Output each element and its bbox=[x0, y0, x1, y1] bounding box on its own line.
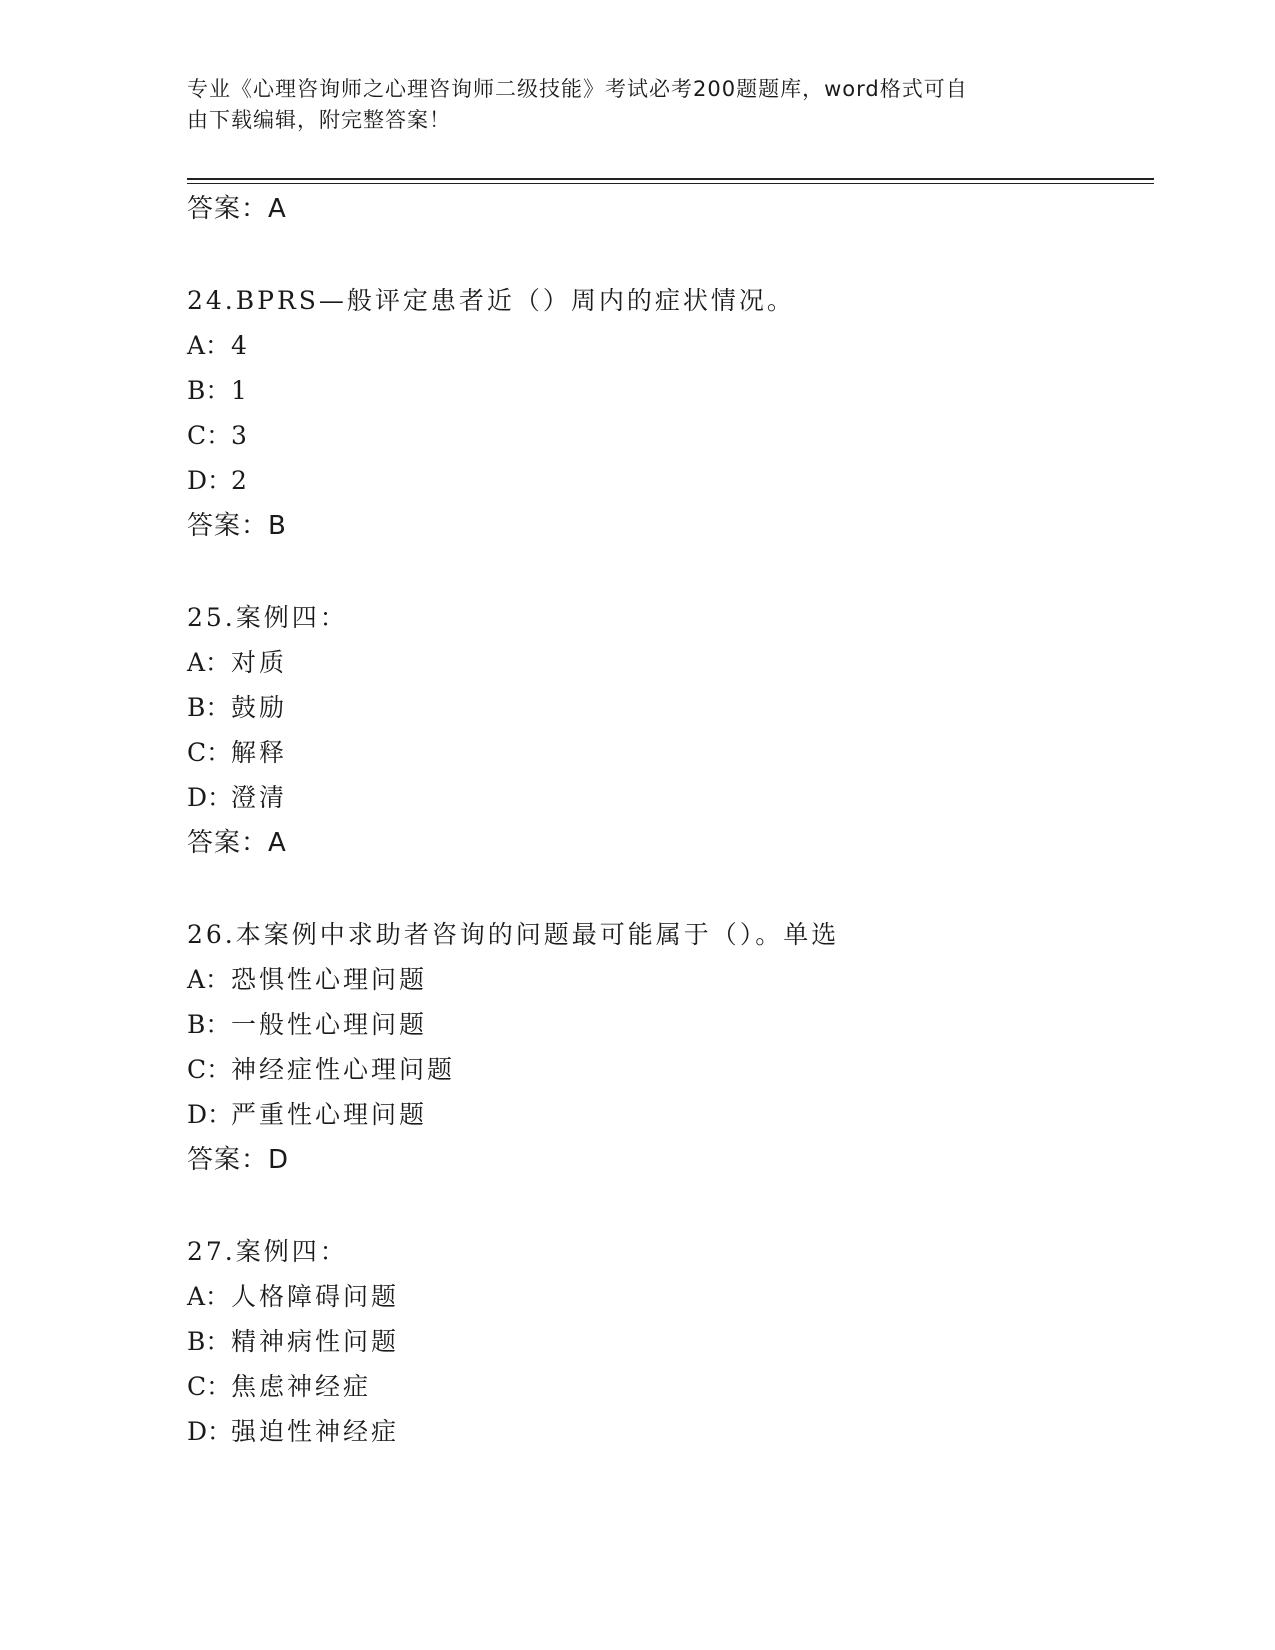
option-text: 1 bbox=[231, 376, 250, 405]
option-text: 澄清 bbox=[231, 783, 288, 812]
question-26 bbox=[187, 912, 1154, 1183]
option-text: 强迫性神经症 bbox=[231, 1417, 400, 1446]
option-c bbox=[187, 1364, 1154, 1409]
option-letter: A： bbox=[187, 1282, 231, 1311]
option-letter: B： bbox=[187, 1327, 231, 1356]
option-letter: D： bbox=[187, 1417, 233, 1446]
option-letter: B： bbox=[187, 376, 231, 405]
header-line-1: 专业《心理咨询师之心理咨询师二级技能》考试必考200题题库，word格式可自 bbox=[187, 77, 968, 101]
option-text: 神经症性心理问题 bbox=[231, 1055, 456, 1084]
option-text: 2 bbox=[231, 466, 250, 495]
option-b bbox=[187, 1002, 1154, 1047]
option-text: 恐惧性心理问题 bbox=[231, 965, 428, 994]
option-a bbox=[187, 1274, 1154, 1319]
option-text: 一般性心理问题 bbox=[231, 1010, 428, 1039]
question-list bbox=[187, 186, 1154, 1454]
option-text: 严重性心理问题 bbox=[231, 1100, 428, 1129]
option-a bbox=[187, 640, 1154, 685]
option-a bbox=[187, 957, 1154, 1002]
question-title: 24.BPRS—般评定患者近（）周内的症状情况。 bbox=[187, 286, 795, 315]
document-header bbox=[187, 74, 1067, 136]
option-text: 4 bbox=[231, 331, 250, 360]
answer-line: 答案：D bbox=[187, 1145, 290, 1175]
option-c bbox=[187, 413, 1154, 458]
option-letter: D： bbox=[187, 1100, 233, 1129]
option-text: 3 bbox=[231, 421, 250, 450]
option-c bbox=[187, 730, 1154, 775]
option-letter: D： bbox=[187, 466, 233, 495]
option-a bbox=[187, 323, 1154, 368]
option-text: 对质 bbox=[231, 648, 288, 677]
option-letter: C： bbox=[187, 1055, 232, 1084]
question-title: 27.案例四： bbox=[187, 1237, 348, 1266]
option-b bbox=[187, 685, 1154, 730]
answer-line: 答案：A bbox=[187, 194, 287, 224]
question-title: 26.本案例中求助者咨询的问题最可能属于（）。单选 bbox=[187, 920, 840, 949]
option-b bbox=[187, 368, 1154, 413]
header-rule-thin bbox=[187, 183, 1154, 184]
header-rule-thick bbox=[187, 178, 1154, 180]
answer-line: 答案：A bbox=[187, 828, 287, 858]
option-text: 精神病性问题 bbox=[231, 1327, 400, 1356]
question-title: 25.案例四： bbox=[187, 603, 348, 632]
header-line-2: 由下载编辑，附完整答案！ bbox=[187, 108, 451, 132]
question-25 bbox=[187, 595, 1154, 866]
option-text: 焦虑神经症 bbox=[231, 1372, 372, 1401]
option-letter: A： bbox=[187, 965, 231, 994]
option-letter: C： bbox=[187, 1372, 232, 1401]
option-text: 人格障碍问题 bbox=[231, 1282, 400, 1311]
option-d bbox=[187, 458, 1154, 503]
option-letter: B： bbox=[187, 693, 231, 722]
question-27 bbox=[187, 1229, 1154, 1454]
option-d bbox=[187, 1409, 1154, 1454]
option-letter: D： bbox=[187, 783, 233, 812]
option-letter: A： bbox=[187, 331, 231, 360]
option-text: 鼓励 bbox=[231, 693, 288, 722]
option-letter: A： bbox=[187, 648, 231, 677]
option-b bbox=[187, 1319, 1154, 1364]
option-c bbox=[187, 1047, 1154, 1092]
question-24 bbox=[187, 278, 1154, 549]
option-letter: C： bbox=[187, 738, 232, 767]
option-d bbox=[187, 1092, 1154, 1137]
option-d bbox=[187, 775, 1154, 820]
answer-line: 答案：B bbox=[187, 511, 287, 541]
option-text: 解释 bbox=[231, 738, 288, 767]
option-letter: B： bbox=[187, 1010, 231, 1039]
option-letter: C： bbox=[187, 421, 232, 450]
